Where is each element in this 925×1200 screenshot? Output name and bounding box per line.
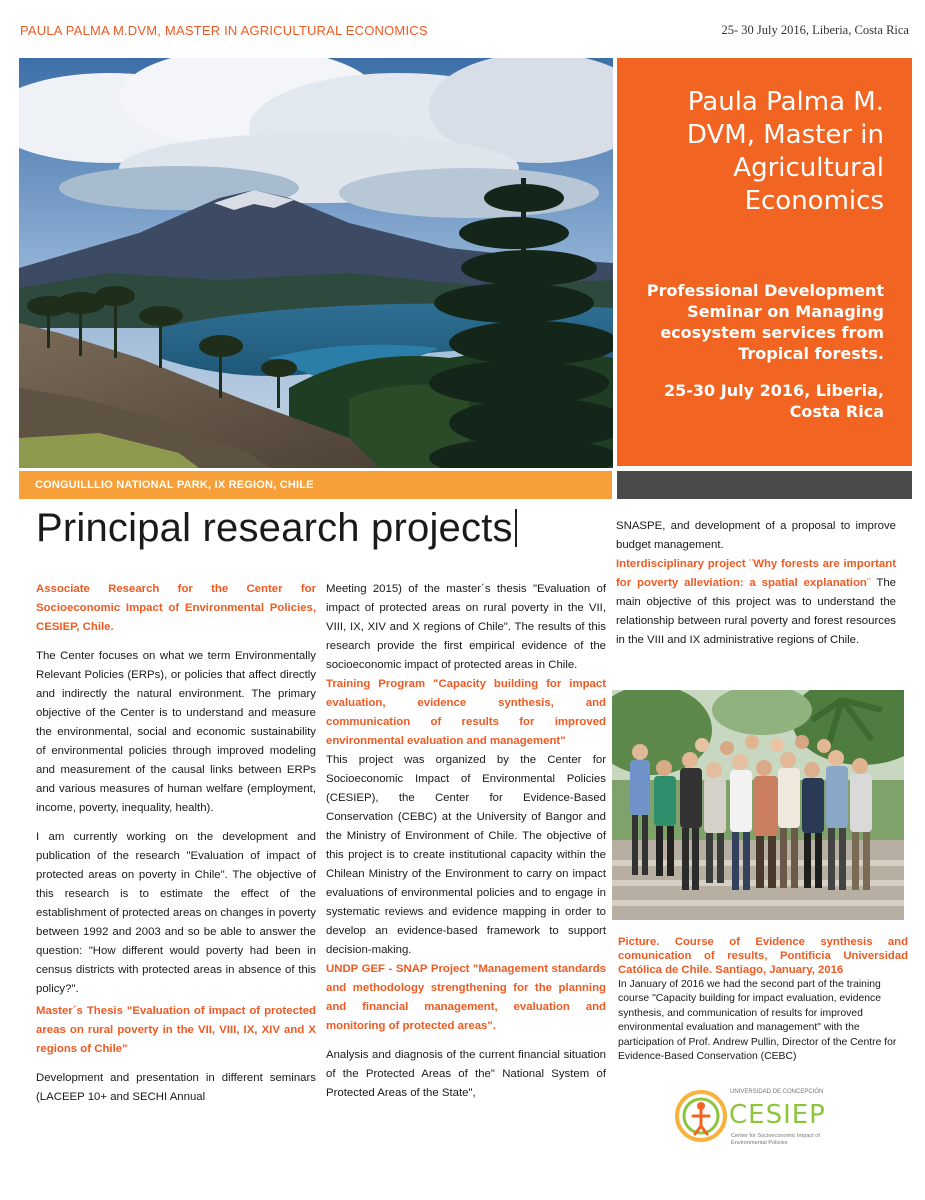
page-title	[36, 506, 517, 551]
hero-caption-bar: CONGUILLLIO NATIONAL PARK, IX REGION, CHILE	[19, 471, 612, 499]
picture-description: In January of 2016 we had the second part of the training course "Capacity building for impact evaluation, evidence synthesis, and communication of results for improved environmental evaluation and management" with the participation of Prof. Andrew Pullin, Director of the Centre for Evidence-Based Conservation (CEBC)	[618, 979, 897, 1063]
heading-cesiep: Associate Research for the Center for Socioeconomic Impact of Environmental Policies, CESIEP, Chile.	[36, 583, 316, 633]
logo-name: CESIEP	[729, 1100, 826, 1130]
info-name: Paula Palma M.	[687, 87, 884, 117]
info-box	[617, 58, 912, 466]
info-seminar: Professional Development Seminar on Managing ecosystem services from Tropical forests.	[646, 281, 884, 363]
paragraph-training-description: This project was organized by the Center for Socioeconomic Impact of Environmental Policies (CESIEP), the Center for Evidence-Based Conservation (CEBC) at the University of Bangor and the Ministry of Environment of Chile. The objective of this project is to create institutional capacity within the Chilean Ministry of the Environment to carry on impact evaluations of environmental policies and to engage in systematic reviews and evidence mapping in order to develop an evidence-based framework to support decision-making.	[326, 754, 606, 956]
header-author: PAULA PALMA M.DVM, MASTER IN AGRICULTURAL ECONOMICS	[20, 23, 428, 38]
dark-divider-bar	[617, 471, 912, 499]
heading-training-program: Training Program "Capacity building for impact evaluation, evidence synthesis, and communication of results for improved environmental evaluation and management"	[326, 678, 606, 747]
text-cursor	[515, 509, 517, 547]
paragraph-snaspe: SNASPE, and development of a proposal to improve budget management.	[616, 520, 896, 551]
heading-undp-project: UNDP GEF - SNAP Project "Management standards and methodology strengthening for the planning and financial management, evaluation and monitoring of protected areas".	[326, 963, 606, 1032]
paragraph-center-focus: The Center focuses on what we term Environmentally Relevant Policies (ERPs), or policies that affect directly and indirectly the natural environment. The primary objective of the Center is to understand and measure the environmental, social and economic sustainability of environmental policies through improved modeling and measurement of the causal links between ERPs and various measures of human welfare (employment, income, poverty, inequality, health).	[36, 650, 316, 814]
heading-interdisciplinary: Interdisciplinary project ¨Why forests are important for poverty alleviation: a spatial explanation¨	[616, 558, 896, 589]
column-3	[616, 517, 896, 650]
group-photo	[612, 690, 904, 920]
paragraph-interdisciplinary	[616, 555, 896, 650]
paragraph-seminars: Development and presentation in different seminars (LACEEP 10+ and SECHI Annual	[36, 1072, 316, 1103]
hero-photo-volcano-lake	[19, 58, 613, 468]
paragraph-financial-analysis: Analysis and diagnosis of the current financial situation of the Protected Areas of the" National System of Protected Areas of the State",	[326, 1049, 606, 1099]
column-2	[326, 580, 606, 1103]
paragraph-thesis-results: Meeting 2015) of the master´s thesis "Evaluation of impact of protected areas on rural poverty in the VII, VIII, IX, XIV and X regions of Chile". The results of this research provide the first empirical evidence of the socioeconomic impact of protected areas in Chile.	[326, 583, 606, 671]
info-degree: DVM, Master in Agricultural Economics	[686, 120, 884, 216]
interdisciplinary-text: The main objective of this project was to understand the relationship between rural poverty and forest resources in the VIII and IX administrative regions of Chile.	[616, 577, 896, 646]
logo-subtitle: Center for Socioeconomic Impact of Environmental Policies	[731, 1133, 820, 1146]
header-date-location: 25- 30 July 2016, Liberia, Costa Rica	[721, 23, 909, 37]
picture-caption: Picture. Course of Evidence synthesis and comunication of results, Pontificia Universidad Católica de Chile. Santiago, January, 2016	[618, 936, 908, 976]
info-dates: 25-30 July 2016, Liberia, Costa Rica	[664, 381, 884, 421]
cesiep-logo-mark	[673, 1086, 733, 1146]
paragraph-current-work: I am currently working on the development and publication of the research "Evaluation of impact of protected areas on poverty in Chile". The objective of this research is to estimate the effect of the establishment of protected areas on changes in poverty between 1992 and 2003 and so be able to answer the question: "How different would poverty had been in census districts with protected areas in absence of this policy?".	[36, 831, 316, 995]
logo-university: UNIVERSIDAD DE CONCEPCIÓN	[730, 1089, 824, 1095]
page-title-text: Principal research projects	[36, 506, 513, 550]
column-1	[36, 580, 316, 1107]
heading-masters-thesis: Master´s Thesis "Evaluation of impact of protected areas on rural poverty in the VII, VIII, IX, XIV and X regions of Chile"	[36, 1005, 316, 1055]
